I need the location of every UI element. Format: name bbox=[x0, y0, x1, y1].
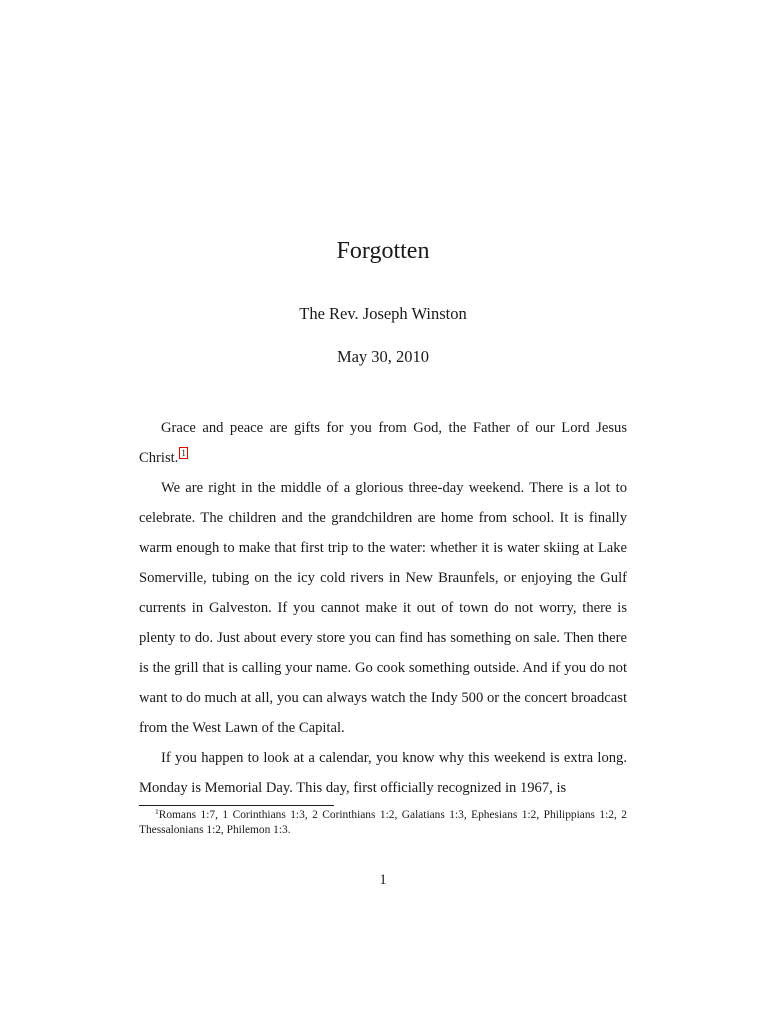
footnote bbox=[139, 808, 627, 838]
paragraph-2: We are right in the middle of a glorious three-day weekend. There is a lot to celebrate. The children and the grandchildren are home from school. It is finally warm enough to make that first trip to the water: whether it is water skiing at Lake Somerville, tubing on the icy cold rivers in New Braunfels, or enjoying the Gulf currents in Galveston. If you cannot make it out of town do not worry, there is plenty to do. Just about every store you can find has something on sale. Then there is the grill that is calling your name. Go cook something outside. And if you do not want to do much at all, you can always watch the Indy 500 or the concert broadcast from the West Lawn of the Capital. bbox=[139, 480, 627, 736]
footnote-text: Romans 1:7, 1 Corinthians 1:3, 2 Corinthians 1:2, Galatians 1:3, Ephesians 1:2, Philippians 1:2, 2 Thessalonians 1:2, Philemon 1:3. bbox=[139, 809, 627, 836]
footnote-ref-link[interactable]: 1 bbox=[181, 448, 186, 458]
document-body bbox=[139, 413, 627, 803]
footnote-separator bbox=[139, 805, 334, 806]
paragraph-1 bbox=[139, 413, 627, 473]
document-author: The Rev. Joseph Winston bbox=[299, 304, 467, 323]
page-number: 1 bbox=[379, 872, 387, 888]
document-date: May 30, 2010 bbox=[336, 347, 430, 366]
footnote-marker: 1 bbox=[155, 807, 159, 816]
paragraph-1-text: Grace and peace are gifts for you from God, the Father of our Lord Jesus Christ. bbox=[139, 420, 627, 466]
paragraph-3: If you happen to look at a calendar, you know why this weekend is extra long. Monday is Memorial Day. This day, first officially recognized in 1967, is bbox=[139, 750, 627, 796]
document-title: Forgotten bbox=[336, 238, 430, 264]
